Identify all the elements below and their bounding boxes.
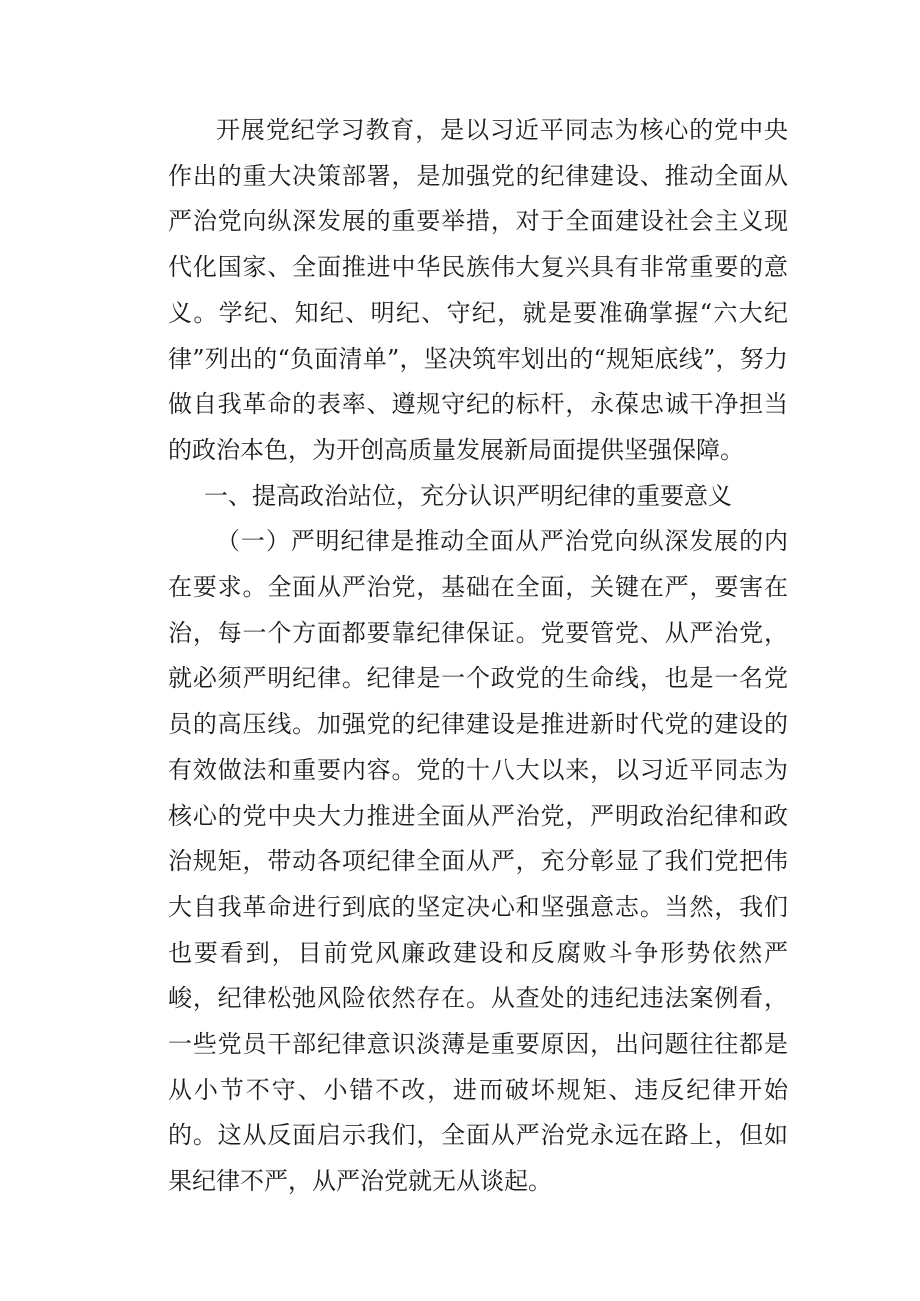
document-body xyxy=(168,108,788,1205)
section-paragraph: （一）严明纪律是推动全面从严治党向纵深发展的内在要求。全面从严治党，基础在全面，关键在严，要害在治，每一个方面都要靠纪律保证。党要管党、从严治党，就必须严明纪律。纪律是一个政党的生命线，也是一名党员的高压线。加强党的纪律建设是推进新时代党的建设的有效做法和重要内容。党的十八大以来，以习近平同志为核心的党中央大力推进全面从严治党，严明政治纪律和政治规矩，带动各项纪律全面从严，充分彰显了我们党把伟大自我革命进行到底的坚定决心和坚强意志。当然，我们也要看到，目前党风廉政建设和反腐败斗争形势依然严峻，纪律松弛风险依然存在。从查处的违纪违法案例看，一些党员干部纪律意识淡薄是重要原因，出问题往往都是从小节不守、小错不改，进而破坏规矩、违反纪律开始的。这从反面启示我们，全面从严治党永远在路上，但如果纪律不严，从严治党就无从谈起。 xyxy=(168,527,788,1196)
intro-paragraph: 开展党纪学习教育，是以习近平同志为核心的党中央作出的重大决策部署，是加强党的纪律建设、推动全面从严治党向纵深发展的重要举措，对于全面建设社会主义现代化国家、全面推进中华民族伟大复兴具有非常重要的意义。学纪、知纪、明纪、守纪，就是要准确掌握“六大纪律”列出的“负面清单”，坚决筑牢划出的“规矩底线”，努力做自我革命的表率、遵规守纪的标杆，永葆忠诚干净担当的政治本色，为开创高质量发展新局面提供坚强保障。 xyxy=(168,116,788,464)
section-heading: 一、提高政治站位，充分认识严明纪律的重要意义 xyxy=(204,481,732,510)
